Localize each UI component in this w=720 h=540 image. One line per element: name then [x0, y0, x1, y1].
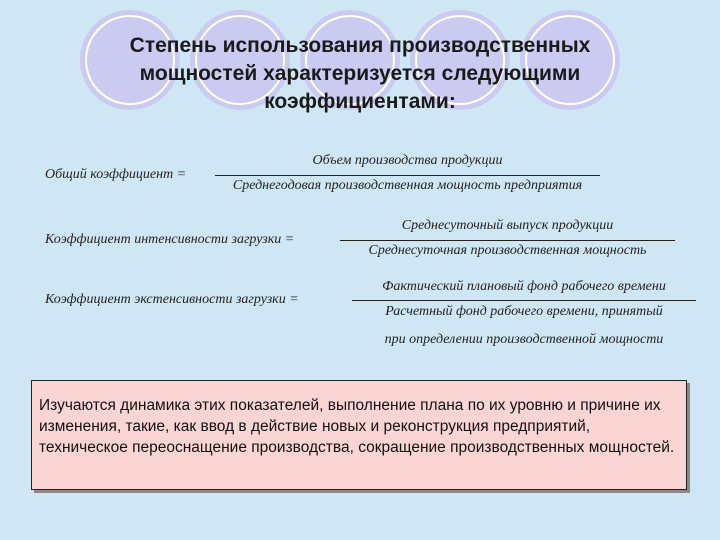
note-text: Изучаются динамика этих показателей, выполнение плана по их уровню и причине их изменения, такие, как ввод в действие новых и реконструкция предприятий, техническое переоснащение производства, сокращение производственных мощностей. — [39, 397, 675, 456]
formula-denominator: Среднегодовая производственная мощность предприятия — [232, 178, 583, 193]
title-line: коэффициентами: — [264, 90, 456, 113]
formula-label: Коэффициент интенсивности загрузки = — [45, 232, 295, 247]
fraction-bar — [215, 175, 600, 176]
formula-denominator: Среднесуточная производственная мощность — [368, 243, 647, 258]
formula-numerator: Фактический плановый фонд рабочего времени — [382, 279, 666, 294]
formula-denominator-line: при определении производственной мощности — [384, 332, 664, 347]
fraction-bar — [340, 240, 675, 241]
title-line: Степень использования производственных — [129, 34, 591, 57]
formula-denominator-line: Расчетный фонд рабочего времени, принятый — [385, 304, 663, 319]
title-line: мощностей характеризуется следующими — [139, 62, 581, 85]
formula-label: Коэффициент экстенсивности загрузки = — [45, 292, 299, 307]
fraction-bar — [352, 300, 696, 301]
note-box — [31, 380, 687, 490]
page-title — [60, 32, 660, 116]
formula-numerator: Объем производства продукции — [312, 153, 503, 168]
formula-numerator: Среднесуточный выпуск продукции — [401, 218, 614, 233]
formula-label: Общий коэффициент = — [45, 167, 187, 182]
